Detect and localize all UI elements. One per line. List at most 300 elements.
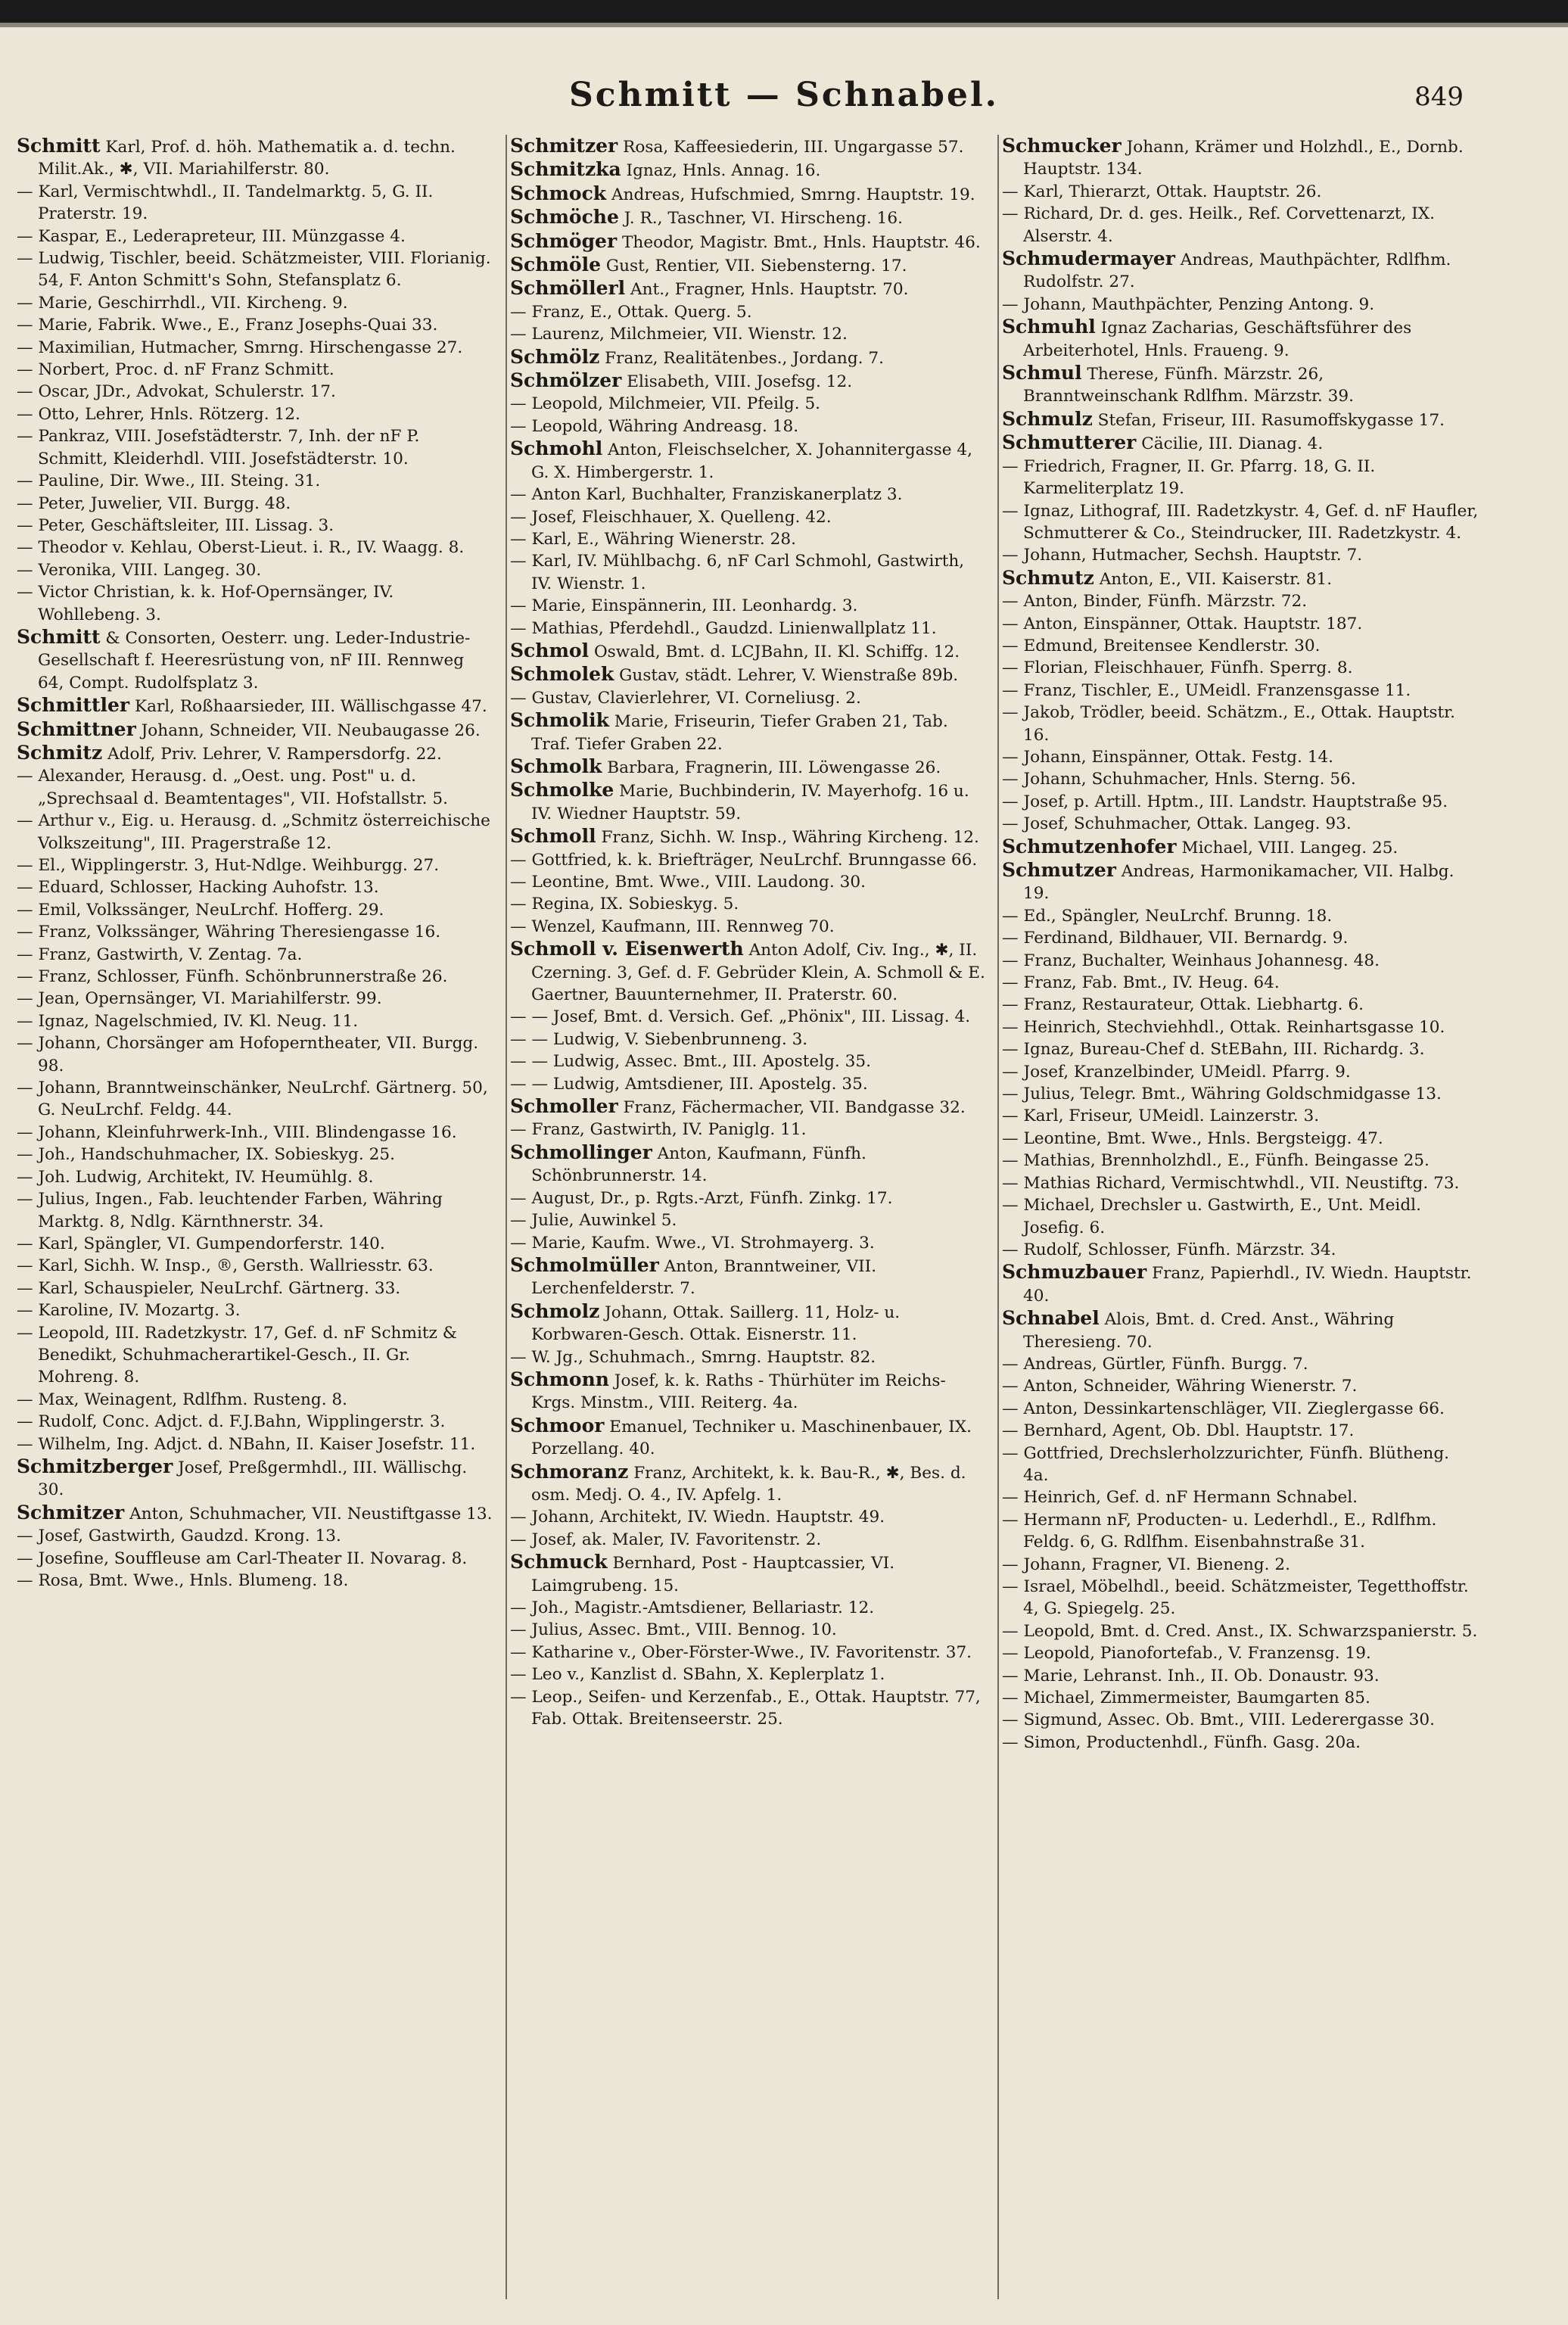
entry-text: Franz, Papierhdl., IV. Wiedn. Hauptstr. 40.	[1023, 1264, 1472, 1306]
entry-text: Emanuel, Techniker u. Maschinenbauer, IX. Porzellang. 40.	[531, 1417, 972, 1459]
directory-entry	[510, 779, 987, 825]
entry-text: — Heinrich, Stechviehhdl., Ottak. Reinhartsgasse 10.	[1002, 1017, 1445, 1037]
entry-text: Ignaz Zacharias, Geschäftsführer des Arbeiterhotel, Hnls. Fraueng. 9.	[1023, 319, 1412, 360]
entry-text: — Karl, IV. Mühlbachg. 6, nF Carl Schmohl, Gastwirth, IV. Wienstr. 1.	[510, 552, 965, 593]
entry-text: Anton, E., VII. Kaiserstr. 81.	[1094, 569, 1333, 589]
directory-entry	[510, 416, 987, 437]
entry-text: — Leopold, Pianofortefab., V. Franzensg. 19.	[1002, 1644, 1371, 1664]
entry-text: Marie, Buchbinderin, IV. Mayerhofg. 16 u. IV. Wiedner Hauptstr. 59.	[531, 782, 969, 823]
entry-text: — Josefine, Souffleuse am Carl-Theater II. Novarag. 8.	[17, 1548, 468, 1568]
entry-text: — Katharine v., Ober-Förster-Wwe., IV. Favoritenstr. 37.	[510, 1642, 972, 1662]
directory-entry	[17, 537, 493, 559]
entry-text: — Anton, Einspänner, Ottak. Hauptstr. 187.	[1002, 614, 1363, 633]
directory-entry	[17, 944, 493, 966]
directory-entry	[17, 247, 493, 292]
entry-text: Cäcilie, III. Dianag. 4.	[1136, 434, 1324, 454]
directory-entry	[17, 810, 493, 854]
directory-entry	[1002, 1509, 1479, 1554]
directory-entry	[1002, 431, 1479, 455]
entry-text: Anton, Kaufmann, Fünfh. Schönbrunnerstr. 14.	[531, 1144, 866, 1186]
entry-text: — Josef, Fleischhauer, X. Quelleng. 42.	[510, 507, 832, 527]
directory-entry	[17, 381, 493, 403]
entry-text: Stefan, Friseur, III. Rasumoffskygasse 17.	[1092, 410, 1445, 430]
directory-entry	[510, 528, 987, 550]
directory-entry	[510, 938, 987, 1006]
directory-entry	[17, 1077, 493, 1122]
entry-text: — Andreas, Gürtler, Fünfh. Burgg. 7.	[1002, 1354, 1308, 1374]
entry-text: — Anton, Binder, Fünfh. Märzstr. 72.	[1002, 592, 1308, 612]
directory-entry	[17, 1322, 493, 1389]
entry-text: — Joh., Handschuhmacher, IX. Sobieskyg. 25.	[17, 1145, 395, 1165]
entry-text: — Marie, Fabrik. Wwe., E., Franz Josephs-Quai 33.	[17, 316, 438, 335]
entry-text: Ant., Fragner, Hnls. Hauptstr. 70.	[625, 280, 909, 300]
entry-text: — Victor Christian, k. k. Hof-Opernsänger, IV. Wohllebeng. 3.	[17, 583, 394, 624]
entry-text: — Karl, Thierarzt, Ottak. Hauptstr. 26.	[1002, 182, 1322, 201]
entry-text: — Karl, Vermischtwhdl., II. Tandelmarktg. 5, G. II. Praterstr. 19.	[17, 182, 434, 224]
entry-text: — Maximilian, Hutmacher, Smrng. Hirschengasse 27.	[17, 338, 463, 357]
directory-entry	[510, 230, 987, 254]
directory-entry	[17, 742, 493, 765]
directory-entry	[1002, 1486, 1479, 1508]
directory-entry	[1002, 702, 1479, 746]
entry-surname: Schmitzka	[510, 158, 621, 181]
directory-entry	[510, 663, 987, 686]
page-header	[0, 76, 1568, 136]
directory-entry	[510, 437, 987, 484]
entry-surname: Schmitzer	[17, 1501, 125, 1524]
directory-entry	[1002, 1128, 1479, 1150]
entry-surname: Schmutz	[1002, 566, 1094, 589]
directory-entry	[1002, 1732, 1479, 1754]
entry-text: Johann, Schneider, VII. Neubaugasse 26.	[135, 721, 481, 740]
directory-entry	[17, 559, 493, 581]
entry-text: — Simon, Productenhdl., Fünfh. Gasg. 20a.	[1002, 1732, 1361, 1752]
entry-text: — Emil, Volkssänger, NeuLrchf. Hofferg. 29.	[17, 900, 384, 920]
entry-text: — Alexander, Herausg. d. „Oest. ung. Post" u. d. „Sprechsaal d. Beamtentages", VII. Hofstallstr. 5.	[17, 767, 449, 808]
entry-text: — Leopold, Milchmeier, VII. Pfeilg. 5.	[510, 394, 821, 414]
directory-entry	[1002, 768, 1479, 790]
entry-text: Theodor, Magistr. Bmt., Hnls. Hauptstr. 46.	[617, 232, 981, 252]
directory-entry	[17, 1502, 493, 1525]
directory-entry	[510, 871, 987, 893]
entry-surname: Schmölzer	[510, 369, 622, 392]
directory-entry	[17, 135, 493, 181]
directory-entry	[510, 1187, 987, 1209]
entry-text: Karl, Prof. d. höh. Mathematik a. d. techn. Milit.Ak., ✱, VII. Mariahilferstr. 80.	[38, 138, 456, 179]
directory-entry	[510, 687, 987, 709]
entry-text: — Julius, Assec. Bmt., VIII. Bennog. 10.	[510, 1620, 837, 1640]
directory-entry	[1002, 1353, 1479, 1375]
directory-entry	[1002, 1554, 1479, 1576]
entry-text: — Veronika, VIII. Langeg. 30.	[17, 560, 262, 580]
column-2	[510, 135, 987, 2314]
entry-text: — — Ludwig, Amtsdiener, III. Apostelg. 35.	[510, 1074, 868, 1094]
directory-entry	[1002, 500, 1479, 545]
directory-entry	[1002, 1665, 1479, 1687]
entry-text: — Michael, Zimmermeister, Baumgarten 85.	[1002, 1689, 1370, 1708]
directory-entry	[510, 206, 987, 229]
entry-text: — Kaspar, E., Lederapreteur, III. Münzgasse 4.	[17, 226, 406, 246]
entry-surname: Schmoll v. Eisenwerth	[510, 938, 744, 960]
entry-text: — Max, Weinagent, Rdlfhm. Rusteng. 8.	[17, 1390, 348, 1409]
directory-entry	[17, 1166, 493, 1188]
directory-entry	[510, 1050, 987, 1072]
directory-entry	[17, 403, 493, 425]
directory-entry	[1002, 680, 1479, 702]
directory-entry	[1002, 859, 1479, 905]
entry-surname: Schmöche	[510, 206, 619, 229]
entry-surname: Schmittner	[17, 717, 136, 740]
entry-text: Therese, Fünfh. Märzstr. 26, Branntweinschank Rdlfhm. Märzstr. 39.	[1023, 365, 1354, 406]
directory-entry	[510, 1664, 987, 1685]
entry-text: — Peter, Juwelier, VII. Burgg. 48.	[17, 493, 291, 513]
entry-text: — Ignaz, Nagelschmied, IV. Kl. Neug. 11.	[17, 1011, 359, 1031]
entry-text: — Josef, Gastwirth, Gaudzd. Krong. 13.	[17, 1527, 341, 1546]
directory-entry	[1002, 362, 1479, 408]
directory-entry	[1002, 836, 1479, 859]
entry-text: — Johann, Hutmacher, Sechsh. Hauptstr. 7.	[1002, 546, 1363, 565]
entry-surname: Schmolke	[510, 779, 614, 801]
entry-text: Franz, Architekt, k. k. Bau-R., ✱, Bes. d. osm. Medj. O. 4., IV. Apfelg. 1.	[531, 1463, 966, 1505]
entry-text: — Karl, Spängler, VI. Gumpendorferstr. 140.	[17, 1234, 385, 1253]
entry-text: — — Josef, Bmt. d. Versich. Gef. „Phönix", III. Lissag. 4.	[510, 1007, 971, 1027]
directory-entry	[17, 876, 493, 898]
entry-text: Anton, Fleischselcher, X. Johannitergasse 4, G. X. Himbergerstr. 1.	[531, 440, 972, 482]
directory-entry	[510, 1415, 987, 1461]
entry-text: — Rudolf, Conc. Adjct. d. F.J.Bahn, Wipplingerstr. 3.	[17, 1412, 446, 1432]
directory-entry	[1002, 247, 1479, 294]
directory-entry	[17, 1455, 493, 1502]
entry-text: — Julius, Telegr. Bmt., Währing Goldschmidgasse 13.	[1002, 1085, 1442, 1104]
entry-surname: Schmolek	[510, 663, 614, 686]
entry-text: — Israel, Möbelhdl., beeid. Schätzmeister, Tegetthoffstr. 4, G. Spiegelg. 25.	[1002, 1577, 1469, 1619]
directory-entry	[510, 849, 987, 871]
directory-entry	[1002, 203, 1479, 247]
entry-text: Gustav, städt. Lehrer, V. Wienstraße 89b.	[614, 666, 959, 686]
directory-entry	[510, 1368, 987, 1415]
entry-text: — Mathias, Pferdehdl., Gaudzd. Linienwallplatz 11.	[510, 618, 937, 638]
directory-entry	[1002, 1194, 1479, 1239]
entry-text: — Arthur v., Eig. u. Herausg. d. „Schmitz österreichische Volkszeitung", III. Pragerstraße 12.	[17, 811, 490, 853]
entry-text: — Ferdinand, Bildhauer, VII. Bernardg. 9.	[1002, 929, 1349, 948]
entry-surname: Schmudermayer	[1002, 247, 1175, 270]
entry-text: — Franz, Volkssänger, Währing Theresiengasse 16.	[17, 923, 441, 942]
entry-text: — Johann, Branntweinschänker, NeuLrchf. Gärtnerg. 50, G. NeuLrchf. Feldg. 44.	[17, 1078, 488, 1120]
directory-entry	[17, 314, 493, 336]
directory-entry	[510, 550, 987, 595]
entry-text: — Ignaz, Lithograf, III. Radetzkystr. 4, Gef. d. nF Haufler, Schmutterer & Co., Steindrucker, III. Radetzkystr. 4.	[1002, 501, 1479, 543]
entry-text: — Franz, Schlosser, Fünfh. Schönbrunnerstraße 26.	[17, 967, 448, 987]
entry-text: Andreas, Harmonikamacher, VII. Halbg. 19.	[1023, 862, 1454, 904]
entry-text: Michael, VIII. Langeg. 25.	[1176, 838, 1398, 857]
entry-text: Josef, Preßgermhdl., III. Wällischg. 30.	[38, 1458, 468, 1500]
directory-entry	[1002, 1709, 1479, 1731]
directory-entry	[17, 181, 493, 226]
entry-text: — Peter, Geschäftsleiter, III. Lissag. 3.	[17, 515, 334, 535]
entry-text: — Johann, Einspänner, Ottak. Festg. 14.	[1002, 747, 1334, 767]
directory-entry	[17, 1389, 493, 1411]
directory-entry	[510, 1232, 987, 1254]
entry-text: — Karl, Friseur, UMeidl. Lainzerstr. 3.	[1002, 1106, 1320, 1126]
directory-entry	[510, 393, 987, 415]
directory-entry	[17, 292, 493, 314]
directory-entry	[17, 626, 493, 694]
entry-text: — Regina, IX. Sobieskyg. 5.	[510, 895, 739, 914]
entry-surname: Schmitt	[17, 625, 101, 648]
directory-entry	[510, 1506, 987, 1528]
directory-entry	[510, 893, 987, 915]
entry-text: — Otto, Lehrer, Hnls. Rötzerg. 12.	[17, 404, 300, 424]
entry-text: — Florian, Fleischhauer, Fünfh. Sperrg. 8.	[1002, 658, 1353, 678]
directory-entry	[510, 1095, 987, 1119]
directory-entry	[17, 1525, 493, 1547]
entry-text: — Hermann nF, Producten- u. Lederhdl., E., Rdlfhm. Feldg. 6, G. Rdlfhm. Eisenbahnstraße 31.	[1002, 1510, 1437, 1552]
directory-entry	[510, 595, 987, 617]
directory-entry	[510, 1686, 987, 1731]
directory-entry	[510, 1346, 987, 1368]
directory-entry	[510, 1529, 987, 1551]
directory-entry	[510, 323, 987, 345]
entry-text: — Rosa, Bmt. Wwe., Hnls. Blumeng. 18.	[17, 1571, 349, 1590]
directory-entry	[510, 1551, 987, 1597]
directory-entry	[17, 581, 493, 626]
entry-surname: Schmolmüller	[510, 1253, 659, 1276]
scan-top-edge	[0, 0, 1568, 23]
entry-text: — Michael, Drechsler u. Gastwirth, E., Unt. Meidl. Josefig. 6.	[1002, 1196, 1421, 1237]
directory-entry	[1002, 950, 1479, 972]
entry-text: — Marie, Geschirrhdl., VII. Kircheng. 9.	[17, 293, 348, 313]
directory-entry	[1002, 791, 1479, 813]
directory-entry	[1002, 590, 1479, 612]
entry-text: — Joh., Magistr.-Amtsdiener, Bellariastr. 12.	[510, 1598, 875, 1617]
entry-text: — Marie, Lehranst. Inh., II. Ob. Donaustr. 93.	[1002, 1666, 1380, 1685]
entry-text: — Johann, Mauthpächter, Penzing Antong. 9.	[1002, 294, 1375, 314]
directory-entry	[510, 506, 987, 528]
directory-entry	[510, 1209, 987, 1231]
directory-entry	[1002, 316, 1479, 362]
entry-surname: Schmonn	[510, 1368, 609, 1390]
directory-entry	[510, 1073, 987, 1095]
entry-surname: Schmoll	[510, 825, 596, 848]
directory-entry	[510, 254, 987, 277]
entry-surname: Schmutzer	[1002, 859, 1116, 881]
directory-entry	[1002, 1016, 1479, 1038]
directory-entry	[510, 755, 987, 779]
directory-entry	[510, 1461, 987, 1507]
entry-text: — Jean, Opernsänger, VI. Mariahilferstr. 99.	[17, 989, 382, 1009]
directory-entry	[510, 1254, 987, 1300]
entry-text: — Karl, Schauspieler, NeuLrchf. Gärtnerg. 33.	[17, 1278, 401, 1298]
entry-text: — Laurenz, Milchmeier, VII. Wienstr. 12.	[510, 325, 848, 344]
entry-text: Johann, Krämer und Holzhdl., E., Dornb. Hauptstr. 134.	[1023, 138, 1464, 179]
entry-text: — Karl, E., Währing Wienerstr. 28.	[510, 529, 796, 549]
entry-surname: Schmölz	[510, 345, 600, 368]
entry-text: — Bernhard, Agent, Ob. Dbl. Hauptstr. 17.	[1002, 1421, 1355, 1441]
directory-entry	[1002, 567, 1479, 590]
directory-entry	[17, 921, 493, 943]
directory-entry	[1002, 1150, 1479, 1172]
entry-text: — Johann, Kleinfuhrwerk-Inh., VIII. Blindengasse 16.	[17, 1122, 457, 1142]
directory-entry	[510, 1597, 987, 1619]
entry-text: — Karoline, IV. Mozartg. 3.	[17, 1301, 241, 1321]
entry-text: — Anton, Schneider, Währing Wienerstr. 7.	[1002, 1377, 1358, 1396]
entry-surname: Schmulz	[1002, 407, 1093, 430]
directory-entry	[17, 493, 493, 515]
entry-text: Alois, Bmt. d. Cred. Anst., Währing Theresieng. 70.	[1023, 1310, 1395, 1352]
directory-entry	[1002, 635, 1479, 657]
entry-text: — Julie, Auwinkel 5.	[510, 1211, 677, 1231]
directory-entry	[1002, 1620, 1479, 1642]
entry-text: — Mathias, Brennholzhdl., E., Fünfh. Beingasse 25.	[1002, 1151, 1430, 1171]
directory-entry	[17, 1411, 493, 1433]
entry-text: — Gustav, Clavierlehrer, VI. Corneliusg. 2.	[510, 688, 861, 708]
directory-entry	[17, 765, 493, 810]
entry-text: — — Ludwig, V. Siebenbrunneng. 3.	[510, 1029, 808, 1049]
directory-entry	[1002, 544, 1479, 566]
directory-entry	[1002, 972, 1479, 994]
entry-text: — Ed., Spängler, NeuLrchf. Brunng. 18.	[1002, 906, 1333, 926]
entry-text: — Pankraz, VIII. Josefstädterstr. 7, Inh. der nF P. Schmitt, Kleiderhdl. VIII. Josefstädterstr. 10.	[17, 427, 420, 468]
entry-text: — Marie, Kaufm. Wwe., VI. Strohmayerg. 3.	[510, 1233, 875, 1253]
entry-text: — Heinrich, Gef. d. nF Hermann Schnabel.	[1002, 1488, 1358, 1508]
entry-text: — Norbert, Proc. d. nF Franz Schmitt.	[17, 360, 334, 380]
directory-entry	[17, 899, 493, 921]
directory-entry	[1002, 1083, 1479, 1105]
entry-surname: Schmolik	[510, 709, 609, 732]
entry-text: — August, Dr., p. Rgts.-Arzt, Fünfh. Zinkg. 17.	[510, 1188, 893, 1208]
directory-entry	[510, 135, 987, 158]
entry-surname: Schmollinger	[510, 1141, 652, 1163]
entry-text: — Richard, Dr. d. ges. Heilk., Ref. Corvettenarzt, IX. Alserstr. 4.	[1002, 204, 1436, 246]
entry-text: — Friedrich, Fragner, II. Gr. Pfarrg. 18, G. II. Karmeliterplatz 19.	[1002, 456, 1376, 499]
directory-entry	[17, 1233, 493, 1255]
entry-surname: Schmolz	[510, 1299, 600, 1322]
entry-text: Oswald, Bmt. d. LCJBahn, II. Kl. Schiffg. 12.	[589, 642, 960, 661]
entry-text: Elisabeth, VIII. Josefsg. 12.	[621, 372, 853, 392]
entry-text: — Joh. Ludwig, Architekt, IV. Heumühlg. 8.	[17, 1167, 374, 1187]
directory-entry	[1002, 135, 1479, 181]
entry-surname: Schmoranz	[510, 1460, 629, 1483]
directory-entry	[17, 1255, 493, 1277]
entry-text: — Theodor v. Kehlau, Oberst-Lieut. i. R., IV. Waagg. 8.	[17, 538, 465, 558]
directory-entry	[17, 515, 493, 537]
entry-text: — Eduard, Schlosser, Hacking Auhofstr. 13.	[17, 878, 379, 898]
directory-entry	[510, 301, 987, 323]
directory-entry	[510, 1619, 987, 1641]
directory-entry	[17, 1122, 493, 1144]
directory-entry	[1002, 657, 1479, 679]
directory-entry	[1002, 1420, 1479, 1442]
entry-text: — Oscar, JDr., Advokat, Schulerstr. 17.	[17, 382, 336, 402]
directory-entry	[17, 694, 493, 717]
directory-entry	[17, 359, 493, 381]
directory-entry	[17, 226, 493, 247]
entry-text: — Josef, ak. Maler, IV. Favoritenstr. 2.	[510, 1530, 822, 1549]
entry-surname: Schmuhl	[1002, 316, 1096, 338]
entry-surname: Schmock	[510, 182, 607, 204]
entry-text: — Pauline, Dir. Wwe., III. Steing. 31.	[17, 472, 321, 491]
entry-text: Josef, k. k. Raths - Thürhüter im Reichs-Krgs. Minstm., VIII. Reiterg. 4a.	[531, 1371, 946, 1413]
directory-entry	[17, 470, 493, 492]
directory-entry	[1002, 1239, 1479, 1261]
entry-surname: Schmucker	[1002, 135, 1122, 157]
page-number: 849	[1414, 82, 1464, 112]
entry-surname: Schmitzer	[510, 135, 618, 157]
entry-surname: Schnabel	[1002, 1307, 1100, 1330]
directory-entry	[510, 484, 987, 506]
entry-text: — Jakob, Trödler, beeid. Schätzm., E., Ottak. Hauptstr. 16.	[1002, 703, 1455, 745]
entry-text: — Franz, Fab. Bmt., IV. Heug. 64.	[1002, 973, 1280, 993]
entry-text: — Marie, Einspännerin, III. Leonhardg. 3.	[510, 596, 858, 616]
directory-entry	[510, 346, 987, 369]
directory-entry	[1002, 1576, 1479, 1620]
entry-surname: Schmitt	[17, 135, 101, 157]
page-title: Schmitt — Schnabel.	[569, 76, 999, 114]
directory-entry	[1002, 408, 1479, 431]
directory-entry	[510, 277, 987, 300]
entry-text: — Josef, Schuhmacher, Ottak. Langeg. 93.	[1002, 814, 1352, 834]
entry-text: Rosa, Kaffeesiederin, III. Ungargasse 57.	[618, 138, 964, 157]
directory-entry	[510, 1141, 987, 1187]
entry-text: Anton Adolf, Civ. Ing., ✱, II. Czerning. 3, Gef. d. F. Gebrüder Klein, A. Schmoll & E. Gaertner, Bauunternehmer, II. Praterstr. 60.	[531, 941, 985, 1005]
directory-entry	[1002, 994, 1479, 1016]
entry-surname: Schmol	[510, 639, 590, 661]
entry-text: — Ludwig, Tischler, beeid. Schätzmeister, VIII. Florianig. 54, F. Anton Schmitt's Sohn, Stefansplatz 6.	[17, 249, 491, 291]
directory-entry	[17, 1433, 493, 1455]
entry-text: — Wenzel, Kaufmann, III. Rennweg 70.	[510, 917, 835, 936]
entry-text: — Leontine, Bmt. Wwe., VIII. Laudong. 30.	[510, 873, 866, 892]
entry-surname: Schmitz	[17, 741, 103, 764]
entry-text: — Gottfried, Drechslerholzzurichter, Fünfh. Blütheng. 4a.	[1002, 1443, 1450, 1485]
entry-text: Johann, Ottak. Saillerg. 11, Holz- u. Korbwaren-Gesch. Ottak. Eisnerstr. 11.	[531, 1303, 901, 1345]
entry-text: — Sigmund, Assec. Ob. Bmt., VIII. Lederergasse 30.	[1002, 1710, 1435, 1730]
entry-text: — Josef, p. Artill. Hptm., III. Landstr. Hauptstraße 95.	[1002, 792, 1448, 811]
entry-surname: Schmoor	[510, 1414, 605, 1436]
entry-text: — El., Wipplingerstr. 3, Hut-Ndlge. Weihburgg. 27.	[17, 856, 440, 875]
entry-text: — Franz, E., Ottak. Querg. 5.	[510, 302, 752, 322]
directory-entry	[510, 640, 987, 663]
directory-entry	[17, 1548, 493, 1570]
directory-entry	[1002, 905, 1479, 927]
directory-entry	[17, 718, 493, 742]
entry-text: — Franz, Restaurateur, Ottak. Liebhartg. 6.	[1002, 995, 1364, 1015]
entry-surname: Schmöllerl	[510, 277, 626, 300]
entry-text: Anton, Schuhmacher, VII. Neustiftgasse 13.	[124, 1504, 493, 1524]
directory-entry	[1002, 1261, 1479, 1307]
directory-entry	[510, 825, 987, 848]
entry-text: Andreas, Mauthpächter, Rdlfhm. Rudolfstr. 27.	[1023, 251, 1451, 292]
entry-text: — Gottfried, k. k. Briefträger, NeuLrchf. Brunngasse 66.	[510, 850, 978, 870]
entry-text: — Franz, Gastwirth, V. Zentag. 7a.	[17, 945, 303, 964]
entry-text: — Johann, Fragner, VI. Bieneng. 2.	[1002, 1555, 1290, 1574]
directory-entry	[17, 854, 493, 876]
directory-entry	[1002, 1642, 1479, 1664]
entry-text: — Leopold, Währing Andreasg. 18.	[510, 416, 799, 436]
directory-entry	[1002, 746, 1479, 768]
directory-entry	[1002, 613, 1479, 635]
directory-entry	[1002, 1398, 1479, 1420]
entry-text: Franz, Fächermacher, VII. Bandgasse 32.	[618, 1098, 966, 1118]
entry-surname: Schmöger	[510, 229, 618, 252]
directory-entry	[1002, 1105, 1479, 1127]
directory-entry	[510, 1300, 987, 1346]
entry-text: Franz, Realitätenbes., Jordang. 7.	[599, 348, 884, 368]
entry-text: — Edmund, Breitensee Kendlerstr. 30.	[1002, 636, 1321, 655]
directory-entry	[17, 1570, 493, 1592]
directory-entry	[17, 1010, 493, 1032]
entry-text: — Anton Karl, Buchhalter, Franziskanerplatz 3.	[510, 485, 903, 505]
entry-text: Anton, Branntweiner, VII. Lerchenfelderstr. 7.	[531, 1256, 877, 1299]
